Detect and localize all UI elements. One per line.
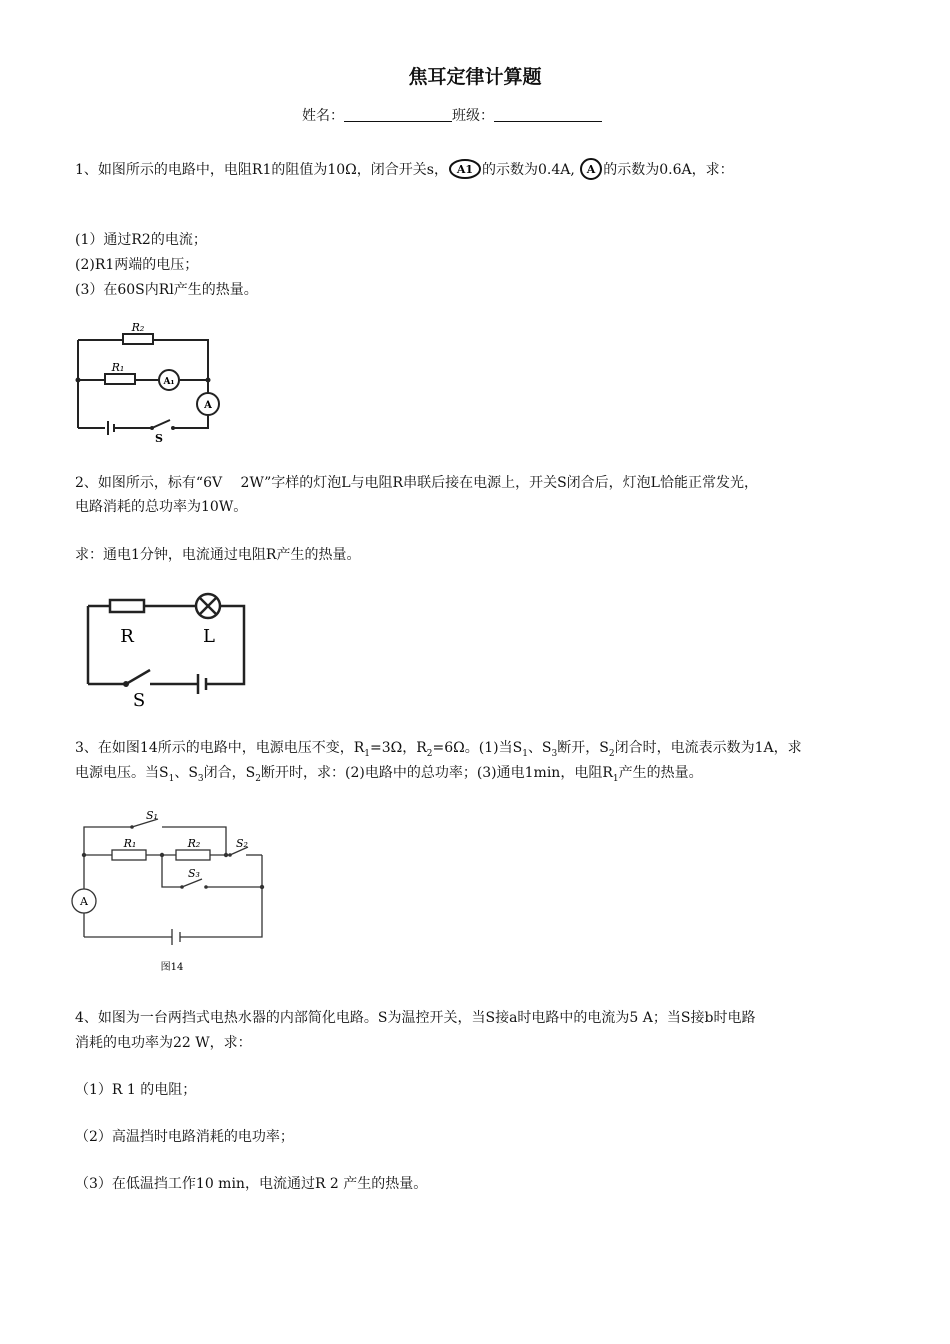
q1-line1 [75,158,734,180]
q3-l1a: 3、在如图14所示的电路中，电源电压不变，R [75,740,365,756]
q3-fig-s3: S₃ [188,867,200,880]
q4-line2: 消耗的电功率为22 W，求： [75,1035,252,1051]
meter1-label: A1 [456,163,474,176]
q4-sub2: （2）高温挡时电路消耗的电功率； [75,1129,294,1145]
q1-text-c: 的示数为0.6A，求： [603,162,734,178]
q1-text-b: 的示数为0.4A, [481,162,575,178]
sub-1: 1 [168,773,175,784]
q1-fig-r2: R₂ [131,321,145,334]
q3-fig-a: A [80,895,88,908]
q3-l1c: =6Ω。(1)当S [432,740,523,756]
ammeter-a-icon [579,158,603,180]
q1-fig-s: S [155,432,163,444]
q3-l1d: 、S [527,740,552,756]
sub-1: 1 [612,773,619,784]
q1-fig-r1: R₁ [111,361,125,374]
q2-line2: 电路消耗的总功率为10W。 [75,499,248,515]
q1-fig-a: A [204,400,212,411]
q4-sub3: （3）在低温挡工作10 min，电流通过R 2 产生的热量。 [75,1176,428,1192]
q3-l2b: 、S [174,765,198,781]
q3-l1f: 闭合时，电流表示数为1A，求 [614,740,802,756]
q3-l1e: 断开，S [557,740,609,756]
q2-fig-s: S [132,690,146,710]
sub-1: 1 [522,748,528,759]
q3-line2 [75,763,703,789]
q1-sub2: (2)R1两端的电压； [75,257,199,273]
q4-sub1: （1）R 1 的电阻； [75,1082,197,1098]
q3-l2a: 电源电压。当S [75,765,169,781]
q3-line1 [75,738,802,764]
q3-fig-s1: S₁ [146,809,158,822]
q3-l2e: 产生的热量。 [618,765,703,781]
q3-circuit-diagram [70,805,275,975]
page-title: 焦耳定律计算题 [408,66,542,88]
meter2-label: A [586,163,596,176]
q1-text-a: 1、如图所示的电路中，电阻R1的阻值为10Ω，闭合开关s， [75,162,448,178]
sub-1: 1 [364,748,370,759]
ammeter-a1-icon [448,158,482,180]
q1-sub1: (1）通过R2的电流； [75,232,207,248]
q1-fig-a1: A₁ [163,377,175,387]
class-blank [494,107,602,122]
q2-fig-l: L [203,626,215,647]
q1-sub3: (3）在60S内Rl产生的热量。 [75,282,258,298]
sub-3: 3 [197,773,204,784]
q3-l2d: 断开时，求：(2)电路中的总功率；(3)通电1min，电阻R [260,765,613,781]
header-fields [302,106,602,126]
q4-line1: 4、如图为一台两挡式电热水器的内部简化电路。S为温控开关，当S接a时电路中的电流为5 A；当S接b时电路 [75,1010,756,1026]
q3-fig-r1: R₁ [123,837,137,850]
q2-fig-r: R [120,626,134,647]
q3-l1b: =3Ω，R [370,740,427,756]
sub-2: 2 [426,748,433,759]
q2-line1: 2、如图所示，标有“6V 2W”字样的灯泡L与电阻R串联后接在电源上，开关S闭合后，灯泡L恰能正常发光， [75,475,758,491]
sub-2: 2 [608,748,615,759]
sub-3: 3 [551,748,558,759]
class-label: 班级： [452,108,494,124]
name-blank [344,107,452,122]
sub-2: 2 [255,773,261,784]
q3-fig-caption: 图14 [160,962,184,973]
q3-fig-s2: S₂ [236,837,248,850]
name-label: 姓名： [302,108,344,124]
q2-circuit-diagram [78,588,258,710]
q3-l2c: 闭合，S [203,765,256,781]
q3-fig-r2: R₂ [187,837,201,850]
q2-ask: 求：通电1分钟，电流通过电阻R产生的热量。 [75,547,361,563]
q1-circuit-diagram [70,318,230,444]
